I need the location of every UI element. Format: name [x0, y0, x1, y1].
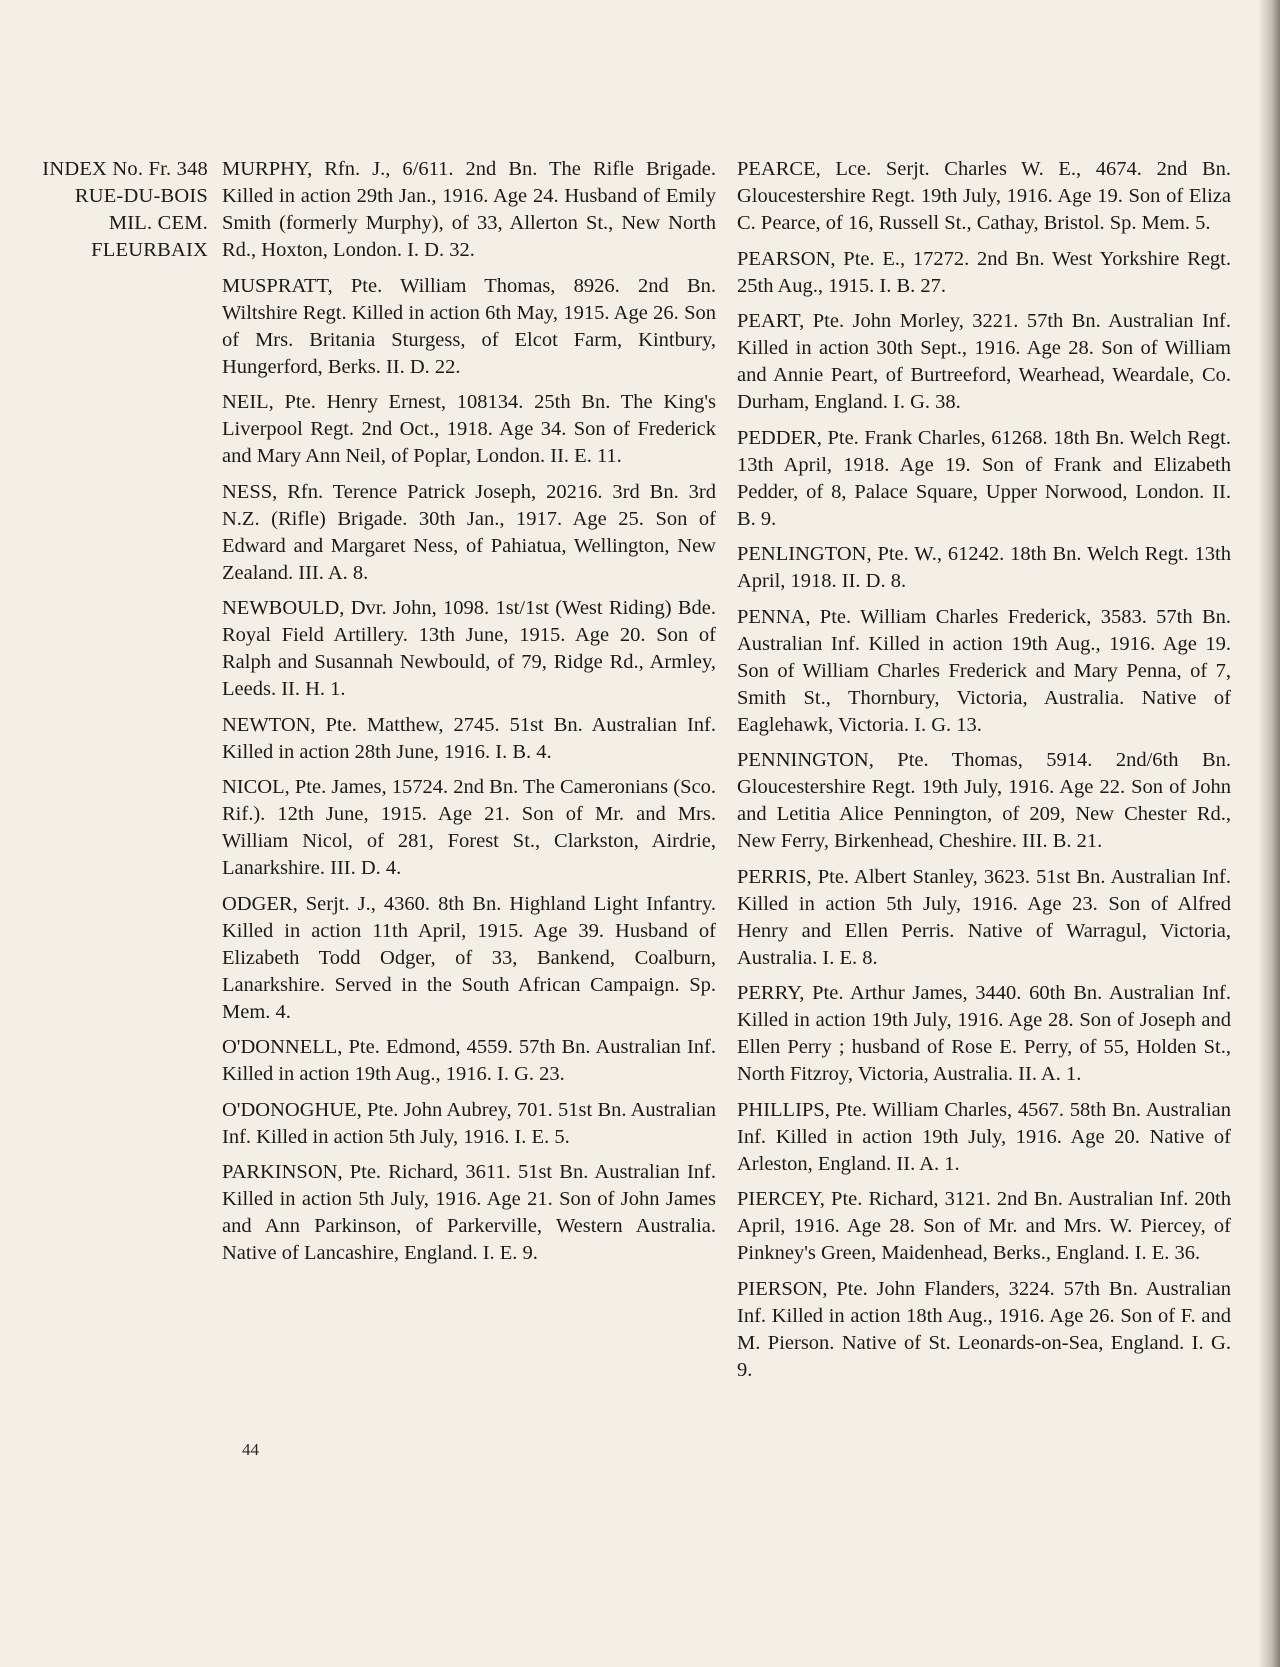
burial-entry: PEART, Pte. John Morley, 3221. 57th Bn. Australian Inf. Killed in action 30th Sept., 1916. Age 28. Son of William and Annie Peart, of Burtreeford, Wearhead, Weardale, Co. Durham, England. I. G. 38. — [737, 310, 1231, 413]
burial-entry: PHILLIPS, Pte. William Charles, 4567. 58th Bn. Australian Inf. Killed in action 19th July, 1916. Age 20. Native of Arleston, England. II. A. 1. — [737, 1098, 1231, 1175]
left-column — [222, 156, 716, 1276]
burial-entry: ODGER, Serjt. J., 4360. 8th Bn. Highland Light Infantry. Killed in action 11th April, 1915. Age 39. Husband of Elizabeth Todd Odger, of 33, Bankend, Coalburn, Lanarkshire. Served in the South African Campaign. Sp. Mem. 4. — [222, 892, 716, 1023]
burial-entry: PARKINSON, Pte. Richard, 3611. 51st Bn. Australian Inf. Killed in action 5th July, 1916. Age 21. Son of John James and Ann Parkinson, of Parkerville, Western Australia. Native of Lancashire, England. I. E. 9. — [222, 1161, 716, 1264]
burial-entry: PIERCEY, Pte. Richard, 3121. 2nd Bn. Australian Inf. 20th April, 1916. Age 28. Son of Mr. and Mrs. W. Piercey, of Pinkney's Green, Maidenhead, Berks., England. I. E. 36. — [737, 1188, 1231, 1264]
cemetery-name: RUE-DU-BOIS — [74, 185, 208, 207]
cemetery-index-heading — [4, 156, 208, 264]
burial-entry: O'DONOGHUE, Pte. John Aubrey, 701. 51st Bn. Australian Inf. Killed in action 5th July, 1916. I. E. 5. — [222, 1098, 716, 1148]
burial-entry: PEARCE, Lce. Serjt. Charles W. E., 4674. 2nd Bn. Gloucestershire Regt. 19th July, 1916. Age 19. Son of Eliza C. Pearce, of 16, Russell St., Cathay, Bristol. Sp. Mem. 5. — [737, 158, 1231, 234]
burial-entry: PENNA, Pte. William Charles Frederick, 3583. 57th Bn. Australian Inf. Killed in action 19th Aug., 1916. Age 19. Son of William Charles Frederick and Mary Penna, of 7, Smith St., Thornbury, Victoria, Australia. Native of Eaglehawk, Victoria. I. G. 13. — [737, 605, 1231, 736]
burial-entry: PEARSON, Pte. E., 17272. 2nd Bn. West Yorkshire Regt. 25th Aug., 1915. I. B. 27. — [737, 247, 1231, 297]
burial-entry: PIERSON, Pte. John Flanders, 3224. 57th Bn. Australian Inf. Killed in action 18th Aug., 1916. Age 26. Son of F. and M. Pierson. Native of St. Leonards-on-Sea, England. I. G. 9. — [737, 1277, 1231, 1381]
burial-entry: NEWTON, Pte. Matthew, 2745. 51st Bn. Australian Inf. Killed in action 28th June, 1916. I. B. 4. — [222, 713, 716, 763]
right-column — [737, 156, 1231, 1392]
burial-entry: NEWBOULD, Dvr. John, 1098. 1st/1st (West Riding) Bde. Royal Field Artillery. 13th June, 1915. Age 20. Son of Ralph and Susannah Newbould, of 79, Ridge Rd., Armley, Leeds. II. H. 1. — [222, 597, 716, 700]
burial-entry: O'DONNELL, Pte. Edmond, 4559. 57th Bn. Australian Inf. Killed in action 19th Aug., 1916. I. G. 23. — [222, 1036, 716, 1085]
burial-entry: PERRY, Pte. Arthur James, 3440. 60th Bn. Australian Inf. Killed in action 19th July, 1916. Age 28. Son of Joseph and Ellen Perry ; husband of Rose E. Perry, of 55, Holden St., North Fitzroy, Victoria, Australia. II. A. 1. — [737, 982, 1231, 1085]
cemetery-location: FLEURBAIX — [91, 239, 208, 261]
burial-entry: NESS, Rfn. Terence Patrick Joseph, 20216. 3rd Bn. 3rd N.Z. (Rifle) Brigade. 30th Jan., 1917. Age 25. Son of Edward and Margaret Ness, of Pahiatua, Wellington, New Zealand. III. A. 8. — [222, 480, 716, 584]
index-number: INDEX No. Fr. 348 — [42, 158, 208, 180]
cemetery-type: MIL. CEM. — [108, 212, 208, 234]
page-number: 44 — [242, 1440, 259, 1459]
burial-entry: PEDDER, Pte. Frank Charles, 61268. 18th Bn. Welch Regt. 13th April, 1918. Age 19. Son of Frank and Elizabeth Pedder, of 8, Palace Square, Upper Norwood, London. II. B. 9. — [737, 426, 1231, 530]
burial-entry: MUSPRATT, Pte. William Thomas, 8926. 2nd Bn. Wiltshire Regt. Killed in action 6th May, 1915. Age 26. Son of Mrs. Britania Sturgess, of Elcot Farm, Kintbury, Hungerford, Berks. II. D. 22. — [222, 274, 716, 378]
burial-entry: PERRIS, Pte. Albert Stanley, 3623. 51st Bn. Australian Inf. Killed in action 5th July, 1916. Age 23. Son of Alfred Henry and Ellen Perris. Native of Warragul, Victoria, Australia. I. E. 8. — [737, 865, 1231, 969]
burial-entry: MURPHY, Rfn. J., 6/611. 2nd Bn. The Rifle Brigade. Killed in action 29th Jan., 1916. Age 24. Husband of Emily Smith (formerly Murphy), of 33, Allerton St., New North Rd., Hoxton, London. I. D. 32. — [222, 158, 716, 261]
burial-entry: PENNINGTON, Pte. Thomas, 5914. 2nd/6th Bn. Gloucestershire Regt. 19th July, 1916. Age 22. Son of John and Letitia Alice Pennington, of 209, New Chester Rd., New Ferry, Birkenhead, Cheshire. III. B. 21. — [737, 749, 1231, 852]
burial-entry: NICOL, Pte. James, 15724. 2nd Bn. The Cameronians (Sco. Rif.). 12th June, 1915. Age 21. Son of Mr. and Mrs. William Nicol, of 281, Forest St., Clarkston, Airdrie, Lanarkshire. III. D. 4. — [222, 776, 716, 879]
burial-entry: NEIL, Pte. Henry Ernest, 108134. 25th Bn. The King's Liverpool Regt. 2nd Oct., 1918. Age 34. Son of Frederick and Mary Ann Neil, of Poplar, London. II. E. 11. — [222, 391, 716, 467]
book-gutter-shadow — [1258, 0, 1280, 1667]
burial-entry: PENLINGTON, Pte. W., 61242. 18th Bn. Welch Regt. 13th April, 1918. II. D. 8. — [737, 543, 1231, 592]
